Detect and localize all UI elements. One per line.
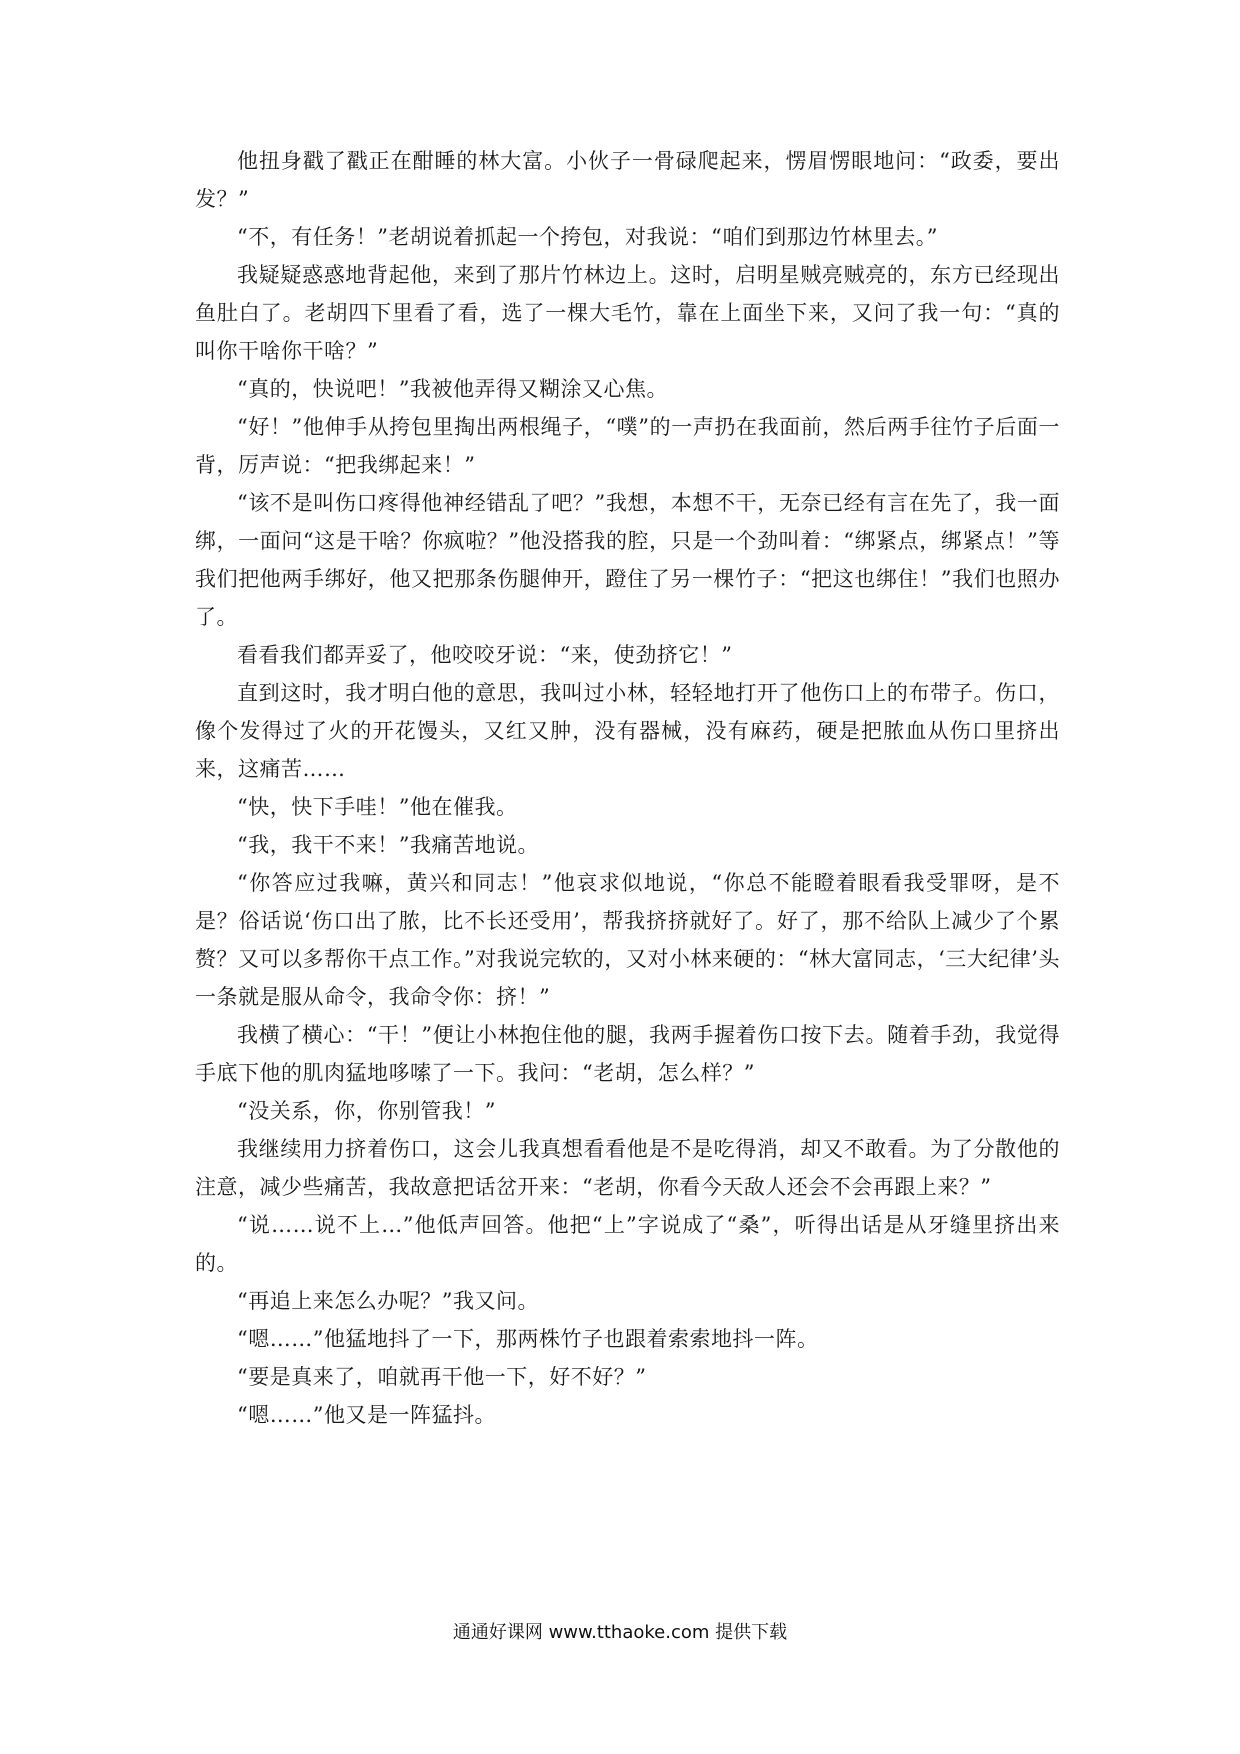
paragraph: “该不是叫伤口疼得他神经错乱了吧？”我想，本想不干，无奈已经有言在先了，我一面绑，一面问“这是干啥？你疯啦？”他没搭我的腔，只是一个劲叫着：“绑紧点，绑紧点！”等我们把他两手绑好，他又把那条伤腿伸开，蹬住了另一棵竹子：“把这也绑住！”我们也照办了。 [195, 491, 1060, 629]
paragraph: “好！”他伸手从挎包里掏出两根绳子，“噗”的一声扔在我面前，然后两手往竹子后面一背，厉声说：“把我绑起来！” [195, 415, 1060, 477]
paragraph: 我横了横心：“干！”便让小林抱住他的腿，我两手握着伤口按下去。随着手劲，我觉得手底下他的肌肉猛地哆嗦了一下。我问：“老胡，怎么样？” [195, 1023, 1060, 1085]
paragraph: “你答应过我嘛，黄兴和同志！”他哀求似地说，“你总不能瞪着眼看我受罪呀，是不是？俗话说‘伤口出了脓，比不长还受用’，帮我挤挤就好了。好了，那不给队上减少了个累赘？又可以多帮你干点工作。”对我说完软的，又对小林来硬的：“林大富同志，‘三大纪律’头一条就是服从命令，我命令你：挤！” [195, 871, 1060, 1009]
paragraph: 我疑疑惑惑地背起他，来到了那片竹林边上。这时，启明星贼亮贼亮的，东方已经现出鱼肚白了。老胡四下里看了看，选了一棵大毛竹，靠在上面坐下来，又问了我一句：“真的叫你干啥你干啥？” [195, 263, 1060, 363]
paragraph: “真的，快说吧！”我被他弄得又糊涂又心焦。 [237, 377, 668, 401]
paragraph: “说……说不上…”他低声回答。他把“上”字说成了“桑”，听得出话是从牙缝里挤出来的。 [195, 1213, 1060, 1275]
paragraph: 他扭身戳了戳正在酣睡的林大富。小伙子一骨碌爬起来，愣眉愣眼地问：“政委，要出发？” [195, 149, 1060, 211]
paragraph: 我继续用力挤着伤口，这会儿我真想看看他是不是吃得消，却又不敢看。为了分散他的注意，减少些痛苦，我故意把话岔开来：“老胡，你看今天敌人还会不会再跟上来？” [195, 1137, 1060, 1199]
paragraph: 直到这时，我才明白他的意思，我叫过小林，轻轻地打开了他伤口上的布带子。伤口，像个发得过了火的开花馒头，又红又肿，没有器械，没有麻药，硬是把脓血从伤口里挤出来，这痛苦…… [195, 681, 1060, 781]
story-text [195, 142, 1060, 1434]
paragraph: “我，我干不来！”我痛苦地说。 [237, 833, 539, 857]
paragraph: 看看我们都弄妥了，他咬咬牙说：“来，使劲挤它！” [237, 643, 733, 667]
page-footer: 通通好课网 www.tthaoke.com 提供下载 [452, 1622, 788, 1643]
paragraph: “不，有任务！”老胡说着抓起一个挎包，对我说：“咱们到那边竹林里去。” [237, 225, 938, 249]
paragraph: “要是真来了，咱就再干他一下，好不好？” [237, 1365, 647, 1389]
paragraph: “快，快下手哇！”他在催我。 [237, 795, 518, 819]
paragraph: “嗯……”他猛地抖了一下，那两株竹子也跟着索索地抖一阵。 [237, 1327, 819, 1351]
paragraph: “再追上来怎么办呢？”我又问。 [237, 1289, 539, 1313]
paragraph: “嗯……”他又是一阵猛抖。 [237, 1403, 496, 1427]
paragraph: “没关系，你，你别管我！” [237, 1099, 496, 1123]
